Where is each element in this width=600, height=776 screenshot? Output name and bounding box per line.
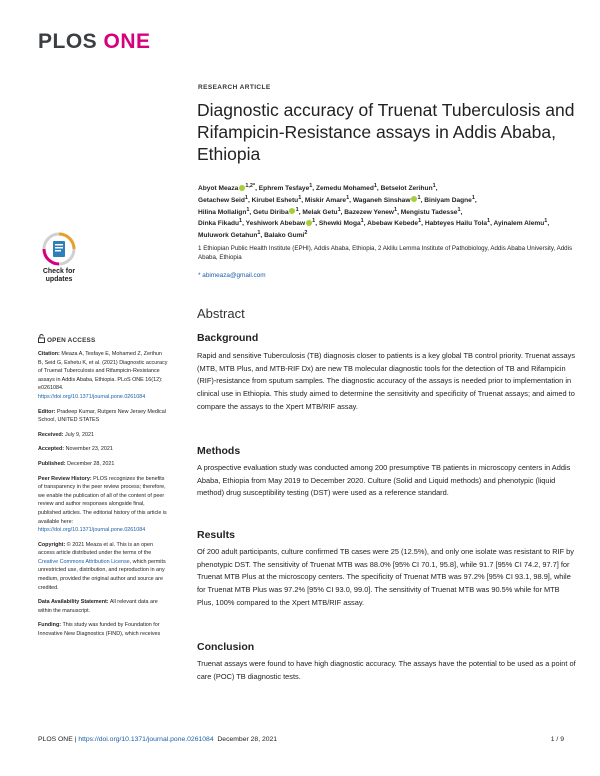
journal-logo [38,30,151,54]
abstract-heading: Abstract [197,306,245,321]
affiliations: 1 Ethiopian Public Health Institute (EPHI), Addis Ababa, Ethiopia, 2 Aklilu Lemma Institute of Pathobiology, Addis Ababa University, Addis Ababa, Ethiopia [198,245,573,261]
data-availability-block: Data Availability Statement: All relevant data are within the manuscript. [38,599,158,614]
author-name: Getu Diriba [253,208,289,216]
author-name: Bazezew Yenew [344,208,395,216]
page-footer [38,736,564,743]
author-name: Miskir Amare [304,196,347,204]
article-metadata-sidebar [38,350,168,645]
article-title: Diagnostic accuracy of Truenat Tuberculosis and Rifampicin-Resistance assays in Addis Ababa, Ethiopia [197,100,575,164]
author-list: Abyot Meaza $^{1,2*}$, Ephrem Tesfaye$^1$, Zemedu Mohamed$^1$, Betselot Zerihun$^1$, Getachew Seid$^1$, Kirubel Eshetu$^1$, Miskir Amare$^1$, Waganeh Sinshaw $^1$, Biniyam Dagne$^1$, Hilina Mollalign$^1$, Getu Diriba $^1$, Melak Getu$^1$, Bazezew Yenew$^1$, Mengistu Tadesse$^1$, Dinka Fikadu$^1$, Yeshiwork Abebaw $^1$, Shewki Moga$^1$, Abebaw Kebede$^1$, Habteyes Hailu Tola$^1$, Ayinalem Alemu$^1$, Muluwork Getahun$^1$, Balako Gumi$^2$ [198,183,550,240]
author-name: Balako Gumi [264,232,305,240]
orcid-icon[interactable] [306,220,312,226]
author-name: Kirubel Eshetu [251,196,299,204]
citation-doi-link[interactable]: https://doi.org/10.1371/journal.pone.0261084 [38,393,146,400]
results-text: Of 200 adult participants, culture confirmed TB cases were 25 (12.5%), and only one isolate was resistant to RIF by phenotypic DST. The sensitivity of Truenat MTB was 88.0% [95% CI 70.1, 95.8], while 91.7 [95% CI 74.2, 97.7] for Truenat MTB Plus at the microscopy centers. The specificity of Truenat MTB was 97.2% [95% CI 93.1, 98.9], while for Truenat MTB Plus was 97.2% [95% CI 93.0, 99.0]. The sensitivity of Truenat MTB was 90.5% while for MTB Plus, 100% compared to the Xpert MTB/RIF assay. [197,547,574,607]
page-number: 1 / 9 [550,736,564,743]
funding-block: Funding: This study was funded by Foundation for Innovative New Diagnostics (FIND), which receives [38,622,161,638]
author-name: Biniyam Dagne [424,196,472,204]
accepted-block: Accepted: November 23, 2021 [38,446,113,453]
check-updates-label: Check for updates [42,268,76,283]
footer-date: December 28, 2021 [217,736,278,743]
author-name: Waganeh Sinshaw [352,196,411,204]
citation-block: Citation: Meaza A, Tesfaye E, Mohamed Z, Zerihun B, Seid G, Eshetu K, et al. (2021) Diagnostic accuracy of Truenat Tuberculosis and Rifampicin-Resistance assays in Addis Ababa, Ethiopia. PLoS ONE 16(12): e0261084. https://doi.org/10.1371/journal.pone.0261084 [38,351,168,400]
author-name: Betselot Zerihun [380,185,433,193]
corresponding-email[interactable]: * abimeaza@gmail.com [198,272,266,279]
logo-one: ONE [103,30,151,53]
editor-block: Editor: Pradeep Kumar, Rutgers New Jersey Medical School, UNITED STATES [38,408,166,424]
license-link[interactable]: Creative Commons Attribution License [38,558,130,565]
conclusion-text: Truenat assays were found to have high diagnostic accuracy. The assays have the potential to be used as a point of care (POC) TB diagnostic tests. [197,659,576,681]
author-name: Abebaw Kebede [367,220,419,228]
published-block: Published: December 28, 2021 [38,460,115,467]
author-name: Habteyes Hailu Tola [424,220,487,228]
check-updates-icon [42,232,76,266]
orcid-icon[interactable] [239,185,245,191]
author-name: Ayinalem Alemu [493,220,545,228]
author-name: Melak Getu [302,208,338,216]
logo-plos: PLOS [38,30,98,53]
author-name: Ephrem Tesfaye [258,185,310,193]
results-heading: Results [197,529,235,541]
author-name: Mengistu Tadesse [400,208,458,216]
copyright-block: Copyright: © 2021 Meaza et al. This is an open access article distributed under the terms of the Creative Commons Attribution License, which permits unrestricted use, distribution, and reproduction in any medium, provided the original author and source are credited. [38,541,166,591]
author-name: Dinka Fikadu [198,220,240,228]
footer-separator: | [74,736,77,743]
footer-doi-link[interactable]: https://doi.org/10.1371/journal.pone.0261084 [78,736,214,743]
footer-journal: PLOS ONE [38,736,73,743]
author-name: Getachew Seid [198,196,245,204]
methods-heading: Methods [197,445,241,457]
author-name: Muluwork Getahun [198,232,258,240]
background-text: Rapid and sensitive Tuberculosis (TB) diagnosis closer to patients is a key global TB control priority. Truenat assays (MTB, MTB Plus, and MTB-RIF Dx) are new TB molecular diagnostic tools for the detection of TB and Rifampicin (RIF)-resistance from sputum samples. The diagnostic accuracy of the assays is needed prior to implementation in clinical use in Ethiopia. This study aimed to determine the sensitivity and specificity of Truenat assays; and aimed to compare the assays to the Xpert MTB/RIF assay. [197,351,576,411]
conclusion-heading: Conclusion [197,641,255,653]
received-block: Received: July 9, 2021 [38,431,95,438]
open-lock-icon [38,334,45,345]
peer-review-link[interactable]: https://doi.org/10.1371/journal.pone.0261084 [38,527,146,534]
check-for-updates-badge[interactable] [36,232,82,290]
background-heading: Background [197,332,259,344]
article-type: RESEARCH ARTICLE [198,84,271,91]
peer-review-block: Peer Review History: PLOS recognizes the benefits of transparency in the peer review process; therefore, we enable the publication of all of the content of peer review and author responses alongside final, published articles. The editorial history of this article is available here: https://doi.org/10.1371/journal.pone.0261084 [38,475,167,534]
author-link[interactable]: Abyot Meaza [198,185,239,193]
open-access-badge: OPEN ACCESS [38,334,95,345]
orcid-icon[interactable] [289,208,295,214]
author-name: Hilina Mollalign [198,208,247,216]
author-name: Yeshiwork Abebaw [245,220,306,228]
author-name: Zemedu Mohamed [315,185,374,193]
author-name: Shewki Moga [318,220,361,228]
methods-text: A prospective evaluation study was conducted among 200 presumptive TB patients in microscopy centers in Addis Ababa, Ethiopia from May 2019 to December 2020. Culture (Solid and Liquid methods) and phenotypic (liquid method) drug susceptibility testing (DST) were used as a reference standard. [197,463,571,498]
